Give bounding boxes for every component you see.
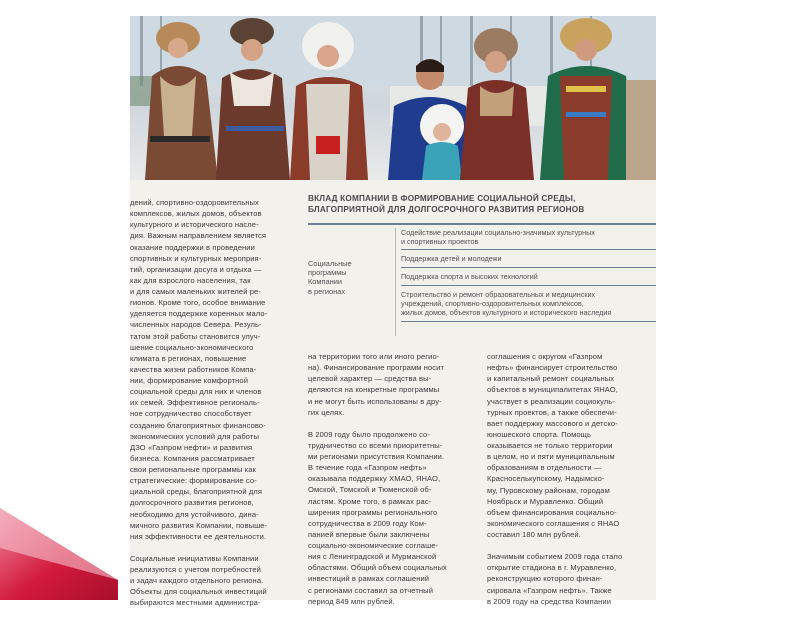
text-line: целевой характер — средства вы-: [308, 374, 432, 384]
text-line: их семей. Эффективное региональ-: [130, 398, 260, 408]
text-line: сотрудничества в 2009 году Ком-: [308, 518, 427, 528]
text-line: в 2009 году на средства Компании: [487, 596, 612, 606]
scanned-report-page: [130, 16, 656, 608]
text-line: трудничество со всеми приоритетны-: [308, 440, 443, 450]
text-column-3: [487, 351, 656, 618]
col1-paragraph-1: [130, 197, 298, 542]
text-line: Красноселькупскому, Надымско-: [487, 474, 605, 484]
col3-paragraph-2: [487, 551, 656, 607]
row-line: Поддержка спорта и высоких технологий: [401, 272, 538, 281]
text-line: нефть» финансирует строительство: [487, 363, 618, 373]
label-line: программы: [308, 268, 347, 278]
table-top-rule: [308, 223, 656, 225]
table-row-divider: [401, 321, 656, 322]
text-line: и не могут быть использованы в дру-: [308, 396, 442, 406]
text-line: свои региональные программы как: [130, 465, 256, 474]
text-line: турных проектов, а также обеспечи-: [487, 407, 617, 417]
row-line: Поддержка детей и молодежи: [401, 254, 502, 263]
text-line: бизнеса. Компания рассматривает: [130, 453, 255, 463]
text-line: стратегические: формирование со-: [130, 476, 257, 486]
col2-paragraph-1: [308, 351, 473, 418]
text-line: долгосрочного развития регионов,: [130, 498, 254, 508]
text-line: оказание поддержки в проведении: [130, 242, 255, 252]
text-line: оказывала поддержку ХМАО, ЯНАО,: [308, 474, 441, 484]
table-row-label: [308, 259, 388, 296]
text-line: му, Пуровскому районам, городам: [487, 485, 610, 495]
label-line: в регионах: [308, 286, 346, 296]
text-line: на). Финансирование программ носит: [308, 363, 445, 373]
text-line: дений, спортивно-оздоровительных: [130, 198, 259, 207]
text-line: и задач каждого отдельного региона.: [130, 576, 264, 586]
col2-paragraph-2: [308, 429, 473, 607]
table-row-divider: [401, 267, 656, 268]
text-line: и капитальный ремонт социальных: [487, 374, 615, 384]
label-line: Компании: [308, 277, 342, 287]
text-line: шение социально-экономического: [130, 342, 254, 352]
text-line: панией впервые были заключены: [308, 529, 430, 539]
text-line: климата в регионах, повышение: [130, 353, 247, 363]
text-line: как для взрослого населения, так: [130, 275, 251, 285]
text-line: уделяется поддержке коренных мало-: [130, 309, 268, 319]
col1-paragraph-2: [130, 553, 298, 609]
row-line: учреждений, спортивно-оздоровительных комплексов,: [401, 299, 584, 309]
text-column-2: [308, 351, 473, 618]
text-line: открытие стадиона в г. Муравленко,: [487, 563, 617, 573]
text-line: экономических условий для работы: [130, 431, 259, 441]
text-line: областями. Общий объем социальных: [308, 563, 447, 573]
text-line: В 2009 году было продолжено со-: [308, 429, 430, 439]
text-line: деляются на конкретные программы: [308, 385, 440, 395]
table-row-divider: [401, 285, 656, 286]
text-line: тий, организации досуга и отдыха —: [130, 264, 262, 274]
text-line: объем финансирования социально-: [487, 507, 617, 517]
text-line: созданию благоприятных финансово-: [130, 420, 266, 430]
text-line: качества жизни работников Компа-: [130, 364, 257, 374]
text-line: выбираются местными администра-: [130, 598, 261, 608]
text-line: с регионами составил за отчетный: [308, 585, 434, 595]
text-line: на территории того или иного регио-: [308, 352, 440, 361]
text-line: Социальные инициативы Компании: [130, 553, 259, 563]
people-photo: [130, 16, 656, 180]
text-line: ния с Ленинградской и Мурманской: [308, 552, 437, 562]
text-line: объектов в муниципалитетах ЯНАО,: [487, 385, 618, 395]
text-line: составил 180 млн рублей.: [487, 530, 581, 539]
text-line: сировала «Газпром нефть». Также: [487, 585, 612, 595]
text-line: участвует в реализации социокуль-: [487, 396, 615, 406]
text-line: татом этой работы становится улуч-: [130, 331, 261, 341]
table-vertical-divider: [395, 228, 396, 336]
text-line: ДЗО «Газпром нефти» и развития: [130, 442, 253, 452]
text-line: оказывается не только территории: [487, 441, 613, 450]
text-line: инвестиций в рамках соглашений: [308, 574, 430, 584]
text-line: ширения программы регионального: [308, 507, 438, 517]
row-line: Строительство и ремонт образовательных и медицинских: [401, 290, 596, 299]
text-line: необходимо для устойчивого, дина-: [130, 509, 259, 519]
table-row: [401, 228, 656, 246]
table-row-divider: [401, 249, 656, 250]
text-line: гих целях.: [308, 407, 345, 417]
table-title: [308, 193, 656, 215]
table-row: [401, 272, 656, 281]
text-line: Ноябрьск и Муравленко. Общий: [487, 496, 604, 506]
table-row: [401, 290, 656, 318]
text-line: ния эффективности ее деятельности.: [130, 531, 267, 541]
text-line: культурного и исторического насле-: [130, 220, 259, 230]
col3-paragraph-1: [487, 351, 656, 540]
text-line: и для самых маленьких жителей ре-: [130, 287, 261, 296]
text-line: численных народов Севера. Резуль-: [130, 320, 262, 330]
text-line: ластям. Кроме того, в рамках рас-: [308, 496, 432, 506]
text-line: дия. Важным направлением является: [130, 231, 267, 241]
text-line: Объекты для социальных инвестиций: [130, 587, 267, 597]
text-line: комплексов, жилых домов, объектов: [130, 209, 262, 219]
table-row: [401, 254, 656, 263]
text-line: экономического соглашения с ЯНАО: [487, 518, 620, 528]
text-line: В течение года «Газпром нефть»: [308, 463, 427, 473]
text-line: социальной среды для них и членов: [130, 387, 262, 397]
text-line: вает поддержку массового и детско-: [487, 418, 618, 428]
text-line: нии, формирование комфортной: [130, 376, 249, 385]
text-line: период 849 млн рублей.: [308, 596, 395, 606]
text-line: спортивных и культурных мероприя-: [130, 253, 262, 263]
text-line: ное сотрудничество способствует: [130, 409, 252, 419]
table-title-line: ВКЛАД КОМПАНИИ В ФОРМИРОВАНИЕ СОЦИАЛЬНОЙ СРЕДЫ,: [308, 194, 576, 203]
slide-accent-shape: [0, 508, 118, 600]
text-line: юношеского спорта. Помощь: [487, 429, 592, 439]
label-line: Социальные: [308, 259, 352, 268]
row-line: Содействие реализации социально-значимых культурных: [401, 228, 595, 237]
text-line: ми регионами присутствия Компании.: [308, 452, 445, 461]
text-line: реконструкцию которого финан-: [487, 574, 603, 584]
row-line: жилых домов, объектов культурного и исторического наследия: [401, 308, 612, 318]
text-column-1: [130, 197, 298, 620]
text-line: реализуются с учетом потребностей: [130, 565, 261, 574]
row-line: и спортивных проектов: [401, 237, 479, 247]
text-line: в целом, но и пяти муниципальным: [487, 452, 615, 462]
text-line: Омской, Томской и Тюменской об-: [308, 485, 432, 495]
text-line: соглашения с округом «Газпром: [487, 352, 603, 361]
text-line: Значимым событием 2009 года стало: [487, 552, 623, 562]
text-line: социально-экономические соглаше-: [308, 541, 439, 550]
text-line: циальной среды, благоприятной для: [130, 487, 263, 497]
social-programs-table: [308, 193, 656, 339]
text-line: гионов. Кроме того, особое внимание: [130, 298, 266, 308]
text-line: мичного развития Компании, повыше-: [130, 520, 268, 530]
table-title-line: БЛАГОПРИЯТНОЙ ДЛЯ ДОЛГОСРОЧНОГО РАЗВИТИЯ РЕГИОНОВ: [308, 205, 585, 214]
text-line: образованиям в отдельности —: [487, 463, 602, 473]
